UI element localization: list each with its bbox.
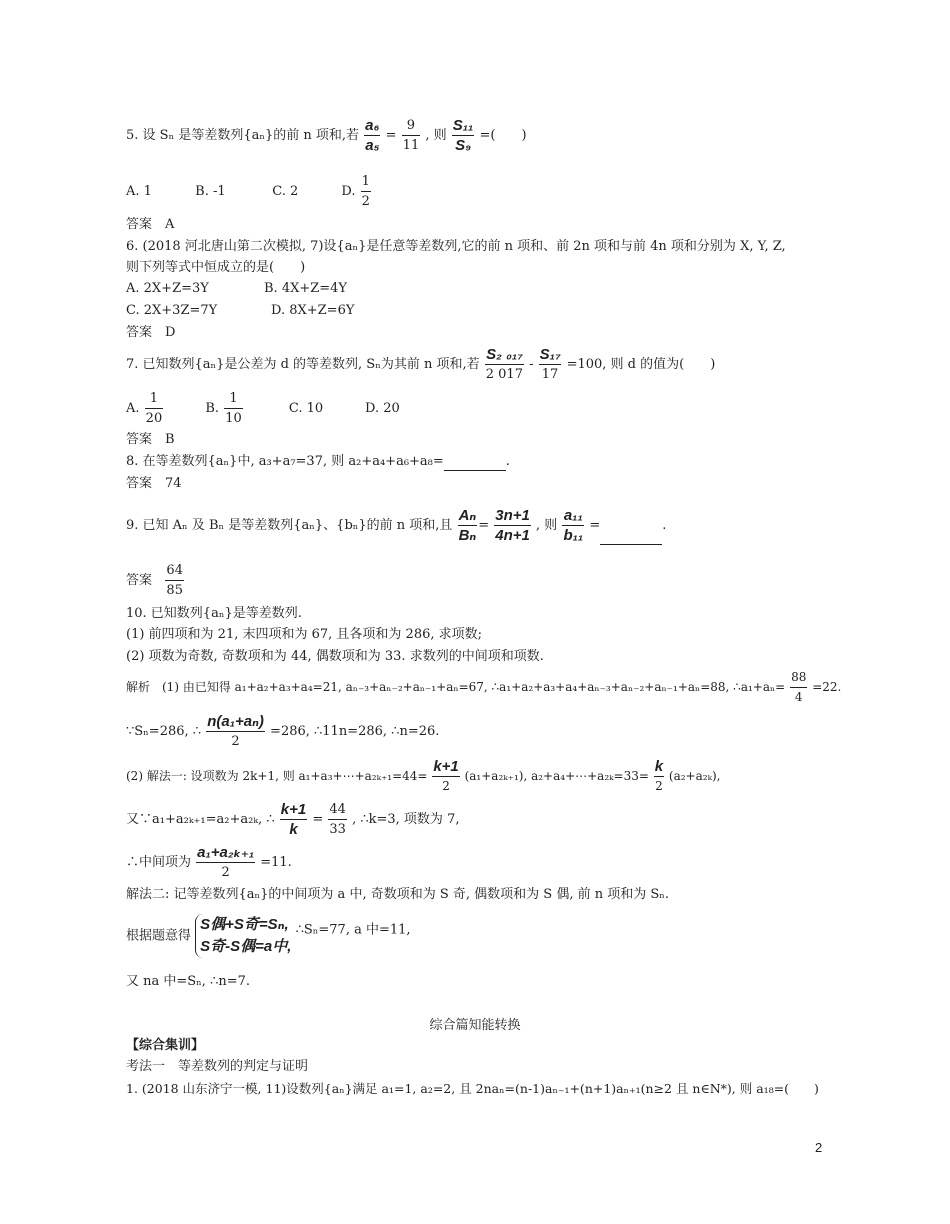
q6-answer: 答案 D xyxy=(126,325,176,340)
section-title: 综合篇知能转换 xyxy=(429,1018,521,1033)
q10-solution-line7: 根据题意得 S偶+S奇=Sₙ, S奇-S偶=a中, ∴Sₙ=77, a 中=11, xyxy=(126,914,411,958)
q6-options-row2: C. 2X+3Z=7Y D. 8X+Z=6Y xyxy=(126,303,355,318)
q8-answer: 答案 74 xyxy=(126,476,182,491)
q10-solution-line3: (2) 解法一: 设项数为 2k+1, 则 a₁+a₃+⋯+a₂ₖ₊₁=44= k+1 2 (a₁+a₂ₖ₊₁), a₂+a₄+⋯+a₂ₖ=33= k 2 (a₂+a₂ₖ), xyxy=(126,758,721,793)
page-number: 2 xyxy=(815,1140,823,1155)
equation-system: S偶+S奇=Sₙ, S奇-S偶=a中, xyxy=(195,914,291,958)
q10-part1: (1) 前四项和为 21, 末四项和为 67, 且各项和为 286, 求项数; xyxy=(126,627,483,642)
section-q1: 1. (2018 山东济宁一模, 11)设数列{aₙ}满足 a₁=1, a₂=2, 且 2naₙ=(n-1)aₙ₋₁+(n+1)aₙ₊₁(n≥2 且 n∈N*), 则 a₁₈=( ) xyxy=(126,1081,819,1096)
answer-blank xyxy=(600,532,662,545)
method-heading: 考法一 等差数列的判定与证明 xyxy=(126,1059,309,1074)
q7-stem: 7. 已知数列{aₙ}是公差为 d 的等差数列, Sₙ为其前 n 项和,若 $\frac{\text{S₂ ₀₁₇}}{2 017}$ - $\frac{\text{S₁₇}}{17}$ =100, 则 d 的值为( ) xyxy=(126,346,716,382)
q6-stem-line2: 则下列等式中恒成立的是( ) xyxy=(126,260,306,275)
q7-answer: 答案 B xyxy=(126,432,175,447)
q8-stem: 8. 在等差数列{aₙ}中, a₃+a₇=37, 则 a₂+a₄+a₆+a₈= . xyxy=(126,454,510,469)
q10-solution-line4: 又∵a₁+a₂ₖ₊₁=a₂+a₂ₖ, ∴ $\frac{k+1}{k}$ = $\frac{44}{33}$ , ∴k=3, 项数为 7, xyxy=(126,801,460,838)
q9-stem: 9. 已知 Aₙ 及 Bₙ 是等差数列{aₙ}、{bₙ}的前 n 项和,且 $\frac{\text{Aₙ}}{\text{Bₙ}}$ = $\frac{3n+1}{4n+1}$ , 则 $\frac{\text{a₁₁}}{\text{b₁₁}}$ = . xyxy=(126,507,667,544)
q10-solution-line6: 解法二: 记等差数列{aₙ}的中间项为 a 中, 奇数项和为 S 奇, 偶数项和为 S 偶, 前 n 项和为 Sₙ. xyxy=(126,887,670,902)
q10-solution-line8: 又 na 中=Sₙ, ∴n=7. xyxy=(126,974,251,989)
q5-stem: 5. 设 Sₙ 是等差数列{aₙ}的前 n 项和,若 $\frac{\text{a₆}}{\text{a₅}}$ = $\frac{9}{11}$ , 则 $\frac{\text{S₁₁}}{\text{S₉}}$ =( ) xyxy=(126,117,527,154)
q6-options-row1: A. 2X+Z=3Y B. 4X+Z=4Y xyxy=(126,281,348,296)
q10-title: 10. 已知数列{aₙ}是等差数列. xyxy=(126,606,302,621)
q7-options: A. $\frac{1}{20}$ B. $\frac{1}{10}$ C. 10 D. 20 xyxy=(126,391,400,426)
section-tag: 【综合集训】 xyxy=(126,1038,205,1053)
q10-solution-line2: ∵Sₙ=286, ∴ $\frac{\text{n(a₁+aₙ)}}{2}$ =286, ∴11n=286, ∴n=26. xyxy=(126,713,440,749)
q5-answer: 答案 A xyxy=(126,217,175,232)
q10-solution-line5: ∴中间项为 $\frac{\text{a₁+a₂ₖ₊₁}}{2}$ =11. xyxy=(126,844,292,880)
q10-part2: (2) 项数为奇数, 奇数项和为 44, 偶数项和为 33. 求数列的中间项和项数. xyxy=(126,649,544,664)
q5-options: A. 1 B. -1 C. 2 D. $\frac{1}{2}$ xyxy=(126,174,370,209)
q9-answer: 答案 $\frac{64}{85}$ xyxy=(126,563,183,598)
q10-solution-line1: 解析 (1) 由已知得 a₁+a₂+a₃+a₄=21, aₙ₋₃+aₙ₋₂+aₙ₋₁+aₙ=67, ∴a₁+a₂+a₃+a₄+aₙ₋₃+aₙ₋₂+aₙ₋₁+aₙ=88, ∴a₁+aₙ= $\frac{88}{4}$ =22. xyxy=(126,670,842,704)
answer-blank xyxy=(444,458,506,471)
q6-stem-line1: 6. (2018 河北唐山第二次模拟, 7)设{aₙ}是任意等差数列,它的前 n 项和、前 2n 项和与前 4n 项和分别为 X, Y, Z, xyxy=(126,239,786,254)
